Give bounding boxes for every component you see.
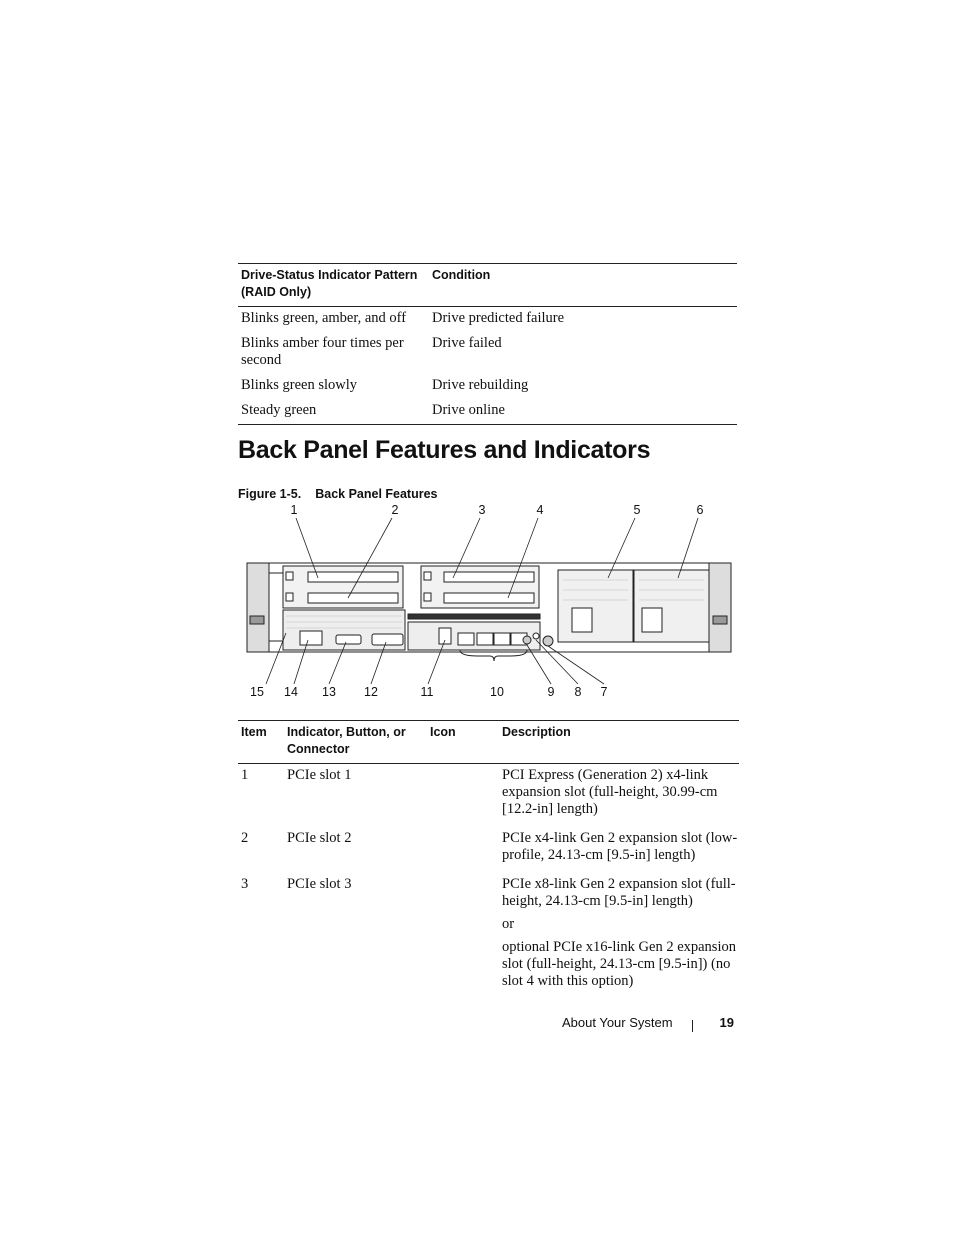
header-pattern: Drive-Status Indicator Pattern (RAID Only)	[241, 268, 418, 299]
items-table	[238, 720, 739, 996]
callout-15: 15	[250, 685, 264, 699]
callout-9: 9	[547, 685, 555, 699]
table-cell: Steady green	[241, 402, 317, 418]
item-icon	[430, 767, 502, 824]
header-item: Item	[241, 725, 267, 739]
table-row	[238, 377, 737, 402]
table-bottom-rule	[238, 424, 737, 425]
figure-title: Back Panel Features	[315, 487, 438, 501]
chassis	[247, 563, 731, 652]
table-header-row	[238, 721, 739, 763]
item-description: PCIe x8-link Gen 2 expansion slot (full-height, 24.13-cm [9.5-in] length)	[502, 876, 736, 909]
table-cell: Drive rebuilding	[432, 377, 529, 393]
back-panel-illustration	[238, 498, 738, 708]
item-name: PCIe slot 1	[287, 767, 352, 783]
drive-status-table	[238, 263, 737, 425]
header-icon: Icon	[430, 725, 456, 739]
callout-14: 14	[284, 685, 298, 699]
header-description: Description	[502, 725, 571, 739]
callout-1: 1	[290, 503, 298, 517]
item-icon	[430, 830, 502, 870]
callout-8: 8	[574, 685, 582, 699]
footer-separator	[692, 1020, 693, 1032]
item-name: PCIe slot 3	[287, 876, 352, 892]
table-cell: Drive predicted failure	[432, 310, 565, 326]
callout-11: 11	[420, 685, 434, 699]
table-cell: Drive online	[432, 402, 505, 418]
table-header-row	[238, 264, 737, 306]
section-title: Back Panel Features and Indicators	[238, 436, 651, 464]
item-icon	[430, 876, 502, 996]
item-name: PCIe slot 2	[287, 830, 352, 846]
header-indicator: Indicator, Button, or Connector	[287, 725, 406, 756]
callout-4: 4	[536, 503, 544, 517]
item-description: PCIe x4-link Gen 2 expansion slot (low-profile, 24.13-cm [9.5-in] length)	[502, 830, 738, 863]
table-row	[238, 872, 739, 996]
callout-13: 13	[322, 685, 336, 699]
callout-3: 3	[478, 503, 486, 517]
table-row	[238, 826, 739, 872]
table-cell: Blinks amber four times per second	[241, 335, 404, 368]
header-condition: Condition	[432, 268, 491, 282]
callout-7: 7	[600, 685, 608, 699]
table-row	[238, 402, 737, 424]
table-cell: Blinks green slowly	[241, 377, 357, 393]
table-cell: Blinks green, amber, and off	[241, 310, 407, 326]
item-description-option: optional PCIe x16-link Gen 2 expansion slot (full-height, 24.13-cm [9.5-in]) (no slot 4 with this option)	[502, 939, 736, 989]
callout-2: 2	[391, 503, 399, 517]
callout-5: 5	[633, 503, 641, 517]
page-number: 19	[719, 1015, 734, 1030]
callout-6: 6	[696, 503, 704, 517]
item-number: 1	[241, 767, 249, 783]
callout-12: 12	[364, 685, 378, 699]
item-number: 2	[241, 830, 249, 846]
item-description-or: or	[502, 916, 515, 932]
callout-10: 10	[490, 685, 504, 699]
table-row	[238, 335, 737, 377]
table-row	[238, 307, 737, 335]
table-row	[238, 764, 739, 826]
item-description: PCI Express (Generation 2) x4-link expansion slot (full-height, 30.99-cm [12.2-in] length)	[502, 767, 718, 817]
footer-section-title: About Your System	[562, 1015, 673, 1030]
table-cell: Drive failed	[432, 335, 502, 351]
figure-label: Figure 1-5.	[238, 487, 302, 501]
page-footer	[562, 1015, 737, 1035]
item-number: 3	[241, 876, 249, 892]
